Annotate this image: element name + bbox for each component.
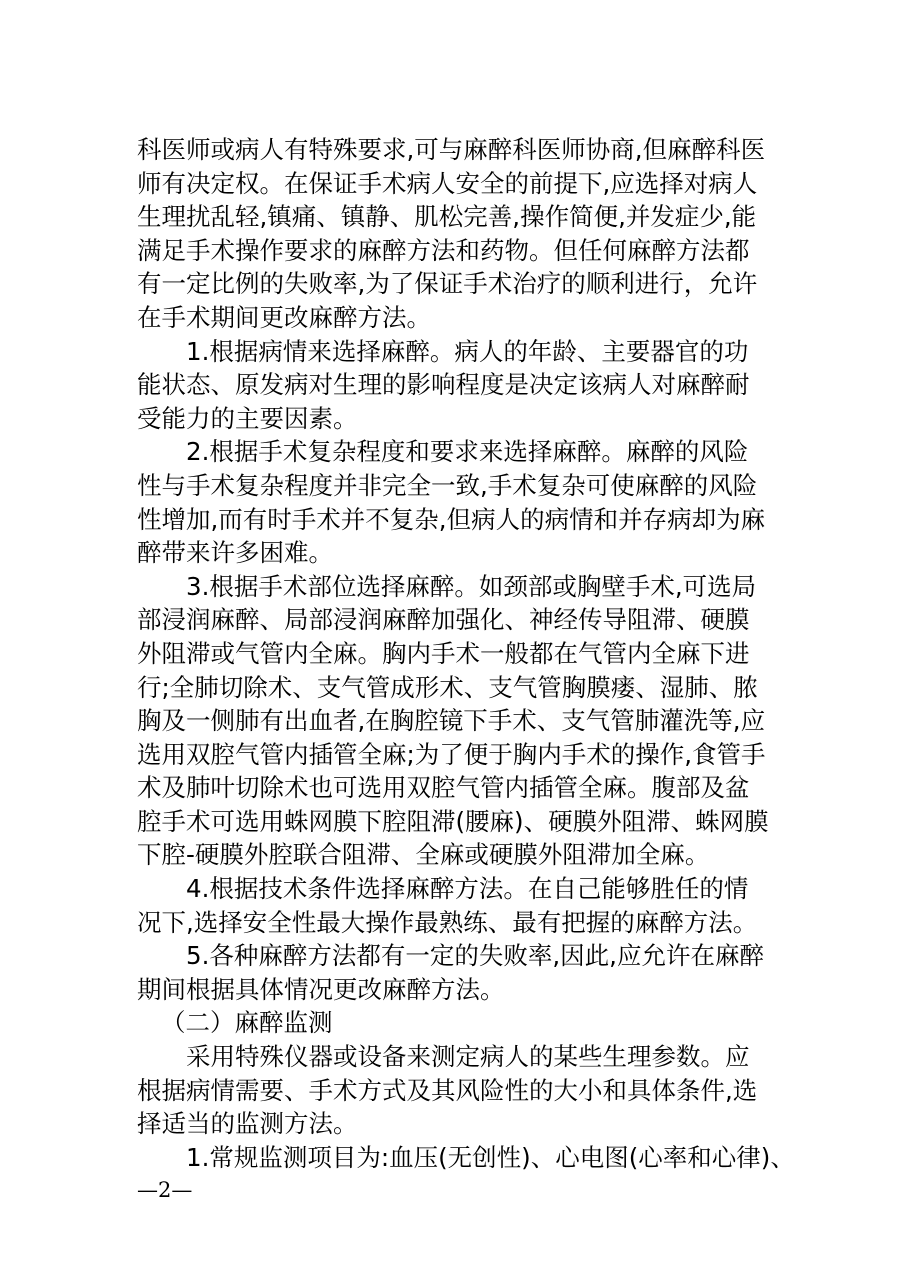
text-line: 择适当的监测方法。 [137,1109,358,1139]
text-line: 满足手术操作要求的麻醉方法和药物。但任何麻醉方法都 [137,235,750,265]
text-line: 腔手术可选用蛛网膜下腔阻滞(腰麻)、硬膜外阻滞、蛛网膜 [137,806,769,836]
text-line: 1.常规监测项目为:血压(无创性)、心电图(心率和心律)、 [186,1142,795,1172]
text-line: 科医师或病人有特殊要求,可与麻醉科医师协商,但麻醉科医 [137,135,766,164]
text-line: 胸及一侧肺有出血者,在胸腔镜下手术、支气管肺灌洗等,应 [137,706,766,736]
text-line: 生理扰乱轻,镇痛、镇静、肌松完善,操作简便,并发症少,能 [137,202,757,232]
text-line: 性与手术复杂程度并非完全一致,手术复杂可使麻醉的风险 [137,470,758,500]
text-line: 3.根据手术部位选择麻醉。如颈部或胸壁手术,可选局 [186,571,757,601]
text-line: 下腔-硬膜外腔联合阻滞、全麻或硬膜外阻滞加全麻。 [137,840,710,870]
text-line: 选用双腔气管内插管全麻;为了便于胸内手术的操作,食管手 [137,739,766,769]
text-line: 部浸润麻醉、局部浸润麻醉加强化、神经传导阻滞、硬膜 [137,605,750,635]
text-line: 术及肺叶切除术也可选用双腔气管内插管全麻。腹部及盆 [137,773,750,803]
document-body [137,133,795,1174]
text-line: 根据病情需要、手术方式及其风险性的大小和具体条件,选 [137,1075,758,1105]
text-line: 1.根据病情来选择麻醉。病人的年龄、主要器官的功 [186,336,749,366]
section-heading: （二）麻醉监测 [161,1008,333,1038]
text-line: 况下,选择安全性最大操作最熟练、最有把握的麻醉方法。 [137,907,758,937]
text-line: 有一定比例的失败率,为了保证手术治疗的顺利进行，允许 [137,269,758,299]
text-line: 师有决定权。在保证手术病人安全的前提下,应选择对病人 [137,168,758,198]
text-line: 期间根据具体情况更改麻醉方法。 [137,974,505,1004]
text-line: 4.根据技术条件选择麻醉方法。在自己能够胜任的情 [186,874,749,904]
text-line: 能状态、原发病对生理的影响程度是决定该病人对麻醉耐 [137,370,750,400]
text-line: 行;全肺切除术、支气管成形术、支气管胸膜瘘、湿肺、脓 [137,672,758,702]
text-line: 醉带来许多困难。 [137,538,333,568]
text-line: 性增加,而有时手术并不复杂,但病人的病情和并存病却为麻 [137,504,766,534]
text-line: 5.各种麻醉方法都有一定的失败率,因此,应允许在麻醉 [186,941,764,971]
text-line: 采用特殊仪器或设备来测定病人的某些生理参数。应 [186,1042,750,1072]
text-line: 外阻滞或气管内全麻。胸内手术一般都在气管内全麻下进 [137,638,750,668]
page-number: —2— [137,1178,193,1202]
text-line: 受能力的主要因素。 [137,403,358,433]
text-line: 2.根据手术复杂程度和要求来选择麻醉。麻醉的风险 [186,437,749,467]
text-line: 在手术期间更改麻醉方法。 [137,302,431,332]
